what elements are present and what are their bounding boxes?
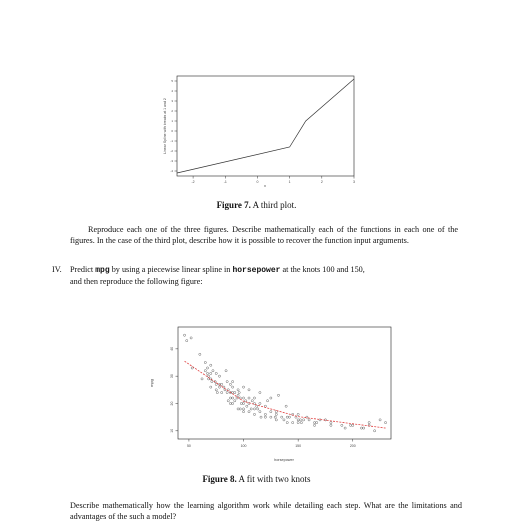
data-point: [270, 397, 272, 399]
x-tick-label: 50: [186, 444, 191, 448]
data-point: [251, 400, 253, 402]
data-point: [204, 361, 206, 363]
data-point: [297, 422, 299, 424]
x-tick-label: 3: [353, 180, 355, 184]
data-point: [266, 400, 268, 402]
data-point: [292, 422, 294, 424]
data-point: [210, 364, 212, 366]
data-point: [297, 413, 299, 415]
data-point: [232, 386, 234, 388]
figure-8-caption: [0, 474, 513, 484]
plot-frame: [178, 327, 391, 439]
y-tick-label: -3: [170, 159, 173, 163]
data-point: [212, 370, 214, 372]
y-tick-label: -4: [170, 169, 173, 173]
data-point: [274, 416, 276, 418]
data-point: [246, 405, 248, 407]
data-point: [248, 389, 250, 391]
data-point: [232, 391, 234, 393]
data-point: [275, 413, 277, 415]
data-point: [207, 375, 209, 377]
data-point: [368, 422, 370, 424]
data-point: [283, 419, 285, 421]
y-tick-label: 40: [170, 346, 175, 351]
paragraph-reproduce: Reproduce each one of the three figures. Describe mathematically each of the functions in each one of the figures. In the case of the third plot, describe how it is possible to recover the function input arguments.: [70, 225, 458, 245]
y-tick-label: 3: [171, 99, 173, 103]
x-tick-label: 100: [240, 444, 247, 448]
data-point: [190, 337, 192, 339]
data-point: [225, 370, 227, 372]
data-point: [218, 386, 220, 388]
data-point: [384, 422, 386, 424]
data-point: [248, 397, 250, 399]
data-point: [226, 381, 228, 383]
data-point: [250, 408, 252, 410]
data-point: [281, 416, 283, 418]
data-point: [253, 413, 255, 415]
data-point: [286, 422, 288, 424]
data-point: [259, 391, 261, 393]
y-axis-label: mpg: [149, 379, 154, 387]
data-point: [308, 419, 310, 421]
data-point: [210, 372, 212, 374]
data-point: [288, 416, 290, 418]
data-point: [186, 340, 188, 342]
data-point: [234, 400, 236, 402]
spline-line: [177, 79, 354, 173]
data-point: [232, 397, 234, 399]
x-axis-label: x: [264, 183, 266, 188]
x-axis-label: horsepower: [274, 458, 294, 462]
data-point: [242, 386, 244, 388]
y-tick-label: 2: [171, 109, 173, 113]
data-point: [229, 397, 231, 399]
data-point: [232, 381, 234, 383]
x-tick-label: 150: [295, 444, 302, 448]
plot-frame: [177, 76, 354, 176]
data-point: [341, 424, 343, 426]
data-point: [300, 422, 302, 424]
y-tick-label: 30: [170, 374, 175, 379]
y-tick-label: -1: [170, 139, 173, 143]
data-point: [204, 370, 206, 372]
figure-7-plot: [160, 70, 360, 190]
data-point: [330, 424, 332, 426]
data-point: [218, 375, 220, 377]
data-point: [210, 386, 212, 388]
figure-8-plot: [143, 318, 398, 468]
spline-fit-line: [185, 361, 386, 428]
caption-text: A fit with two knots: [238, 474, 311, 484]
data-point: [215, 389, 217, 391]
data-point: [199, 353, 201, 355]
data-point: [256, 405, 258, 407]
caption-label: Figure 8.: [202, 474, 237, 484]
y-tick-label: 4: [171, 89, 173, 93]
data-point: [352, 424, 354, 426]
data-point: [253, 408, 255, 410]
data-point: [363, 427, 365, 429]
data-point: [245, 400, 247, 402]
data-point: [248, 411, 250, 413]
data-point: [221, 391, 223, 393]
data-point: [360, 427, 362, 429]
y-tick-label: 1: [171, 119, 173, 123]
data-point: [316, 422, 318, 424]
y-tick-label: 20: [170, 401, 175, 406]
data-point: [226, 391, 228, 393]
data-point: [232, 402, 234, 404]
caption-label: Figure 7.: [216, 200, 251, 210]
data-point: [297, 419, 299, 421]
data-point: [264, 413, 266, 415]
data-point: [215, 372, 217, 374]
y-tick-label: -2: [170, 149, 173, 153]
data-point: [349, 424, 351, 426]
data-point: [253, 397, 255, 399]
y-tick-label: 5: [171, 79, 173, 83]
x-tick-label: 0: [256, 180, 259, 184]
data-point: [242, 408, 244, 410]
data-point: [270, 416, 272, 418]
data-point: [237, 394, 239, 396]
data-point: [239, 408, 241, 410]
y-axis-label: Linear Spline with breaks at 1 and 2: [163, 98, 167, 154]
y-tick-label: 10: [170, 428, 175, 433]
data-point: [286, 416, 288, 418]
data-point: [259, 402, 261, 404]
data-point: [313, 422, 315, 424]
data-point: [242, 397, 244, 399]
data-point: [206, 372, 208, 374]
data-point: [257, 408, 259, 410]
x-tick-label: 1: [288, 180, 291, 184]
data-point: [285, 405, 287, 407]
data-point: [242, 411, 244, 413]
data-point: [299, 419, 301, 421]
data-point: [330, 422, 332, 424]
data-point: [313, 424, 315, 426]
data-point: [238, 391, 240, 393]
caption-text: A third plot.: [252, 200, 297, 210]
x-tick-label: 200: [349, 444, 356, 448]
y-tick-label: 0: [171, 129, 173, 133]
data-point: [216, 391, 218, 393]
data-point: [259, 411, 261, 413]
data-point: [260, 416, 262, 418]
data-point: [240, 402, 242, 404]
data-point: [211, 381, 213, 383]
x-tick-label: -2: [191, 180, 195, 184]
paragraph-describe: Describe mathematically how the learning algorithm work while detailing each step. What are the limitations and advantages of the such a model?: [70, 501, 462, 521]
data-point: [237, 408, 239, 410]
data-point: [275, 419, 277, 421]
data-point: [303, 419, 305, 421]
data-point: [237, 389, 239, 391]
item-iv-text: Predict mpg by using a piecewise linear spline in horsepower at the knots 100 and 150, and then reproduce the following figure:: [70, 265, 365, 286]
data-point: [201, 378, 203, 380]
data-point: [374, 430, 376, 432]
data-point: [183, 334, 185, 336]
data-point: [206, 367, 208, 369]
x-tick-label: -1: [223, 180, 227, 184]
item-iv-line2: and then reproduce the following figure:: [70, 277, 203, 286]
data-point: [344, 427, 346, 429]
figure-7-caption: [0, 200, 513, 210]
data-point: [264, 416, 266, 418]
x-tick-label: 2: [320, 180, 323, 184]
data-point: [242, 402, 244, 404]
data-point: [221, 383, 223, 385]
data-point: [229, 402, 231, 404]
data-point: [234, 391, 236, 393]
data-point: [270, 411, 272, 413]
data-point: [277, 394, 279, 396]
data-point: [227, 400, 229, 402]
data-point: [379, 419, 381, 421]
item-number: IV.: [52, 265, 62, 274]
data-point: [229, 383, 231, 385]
